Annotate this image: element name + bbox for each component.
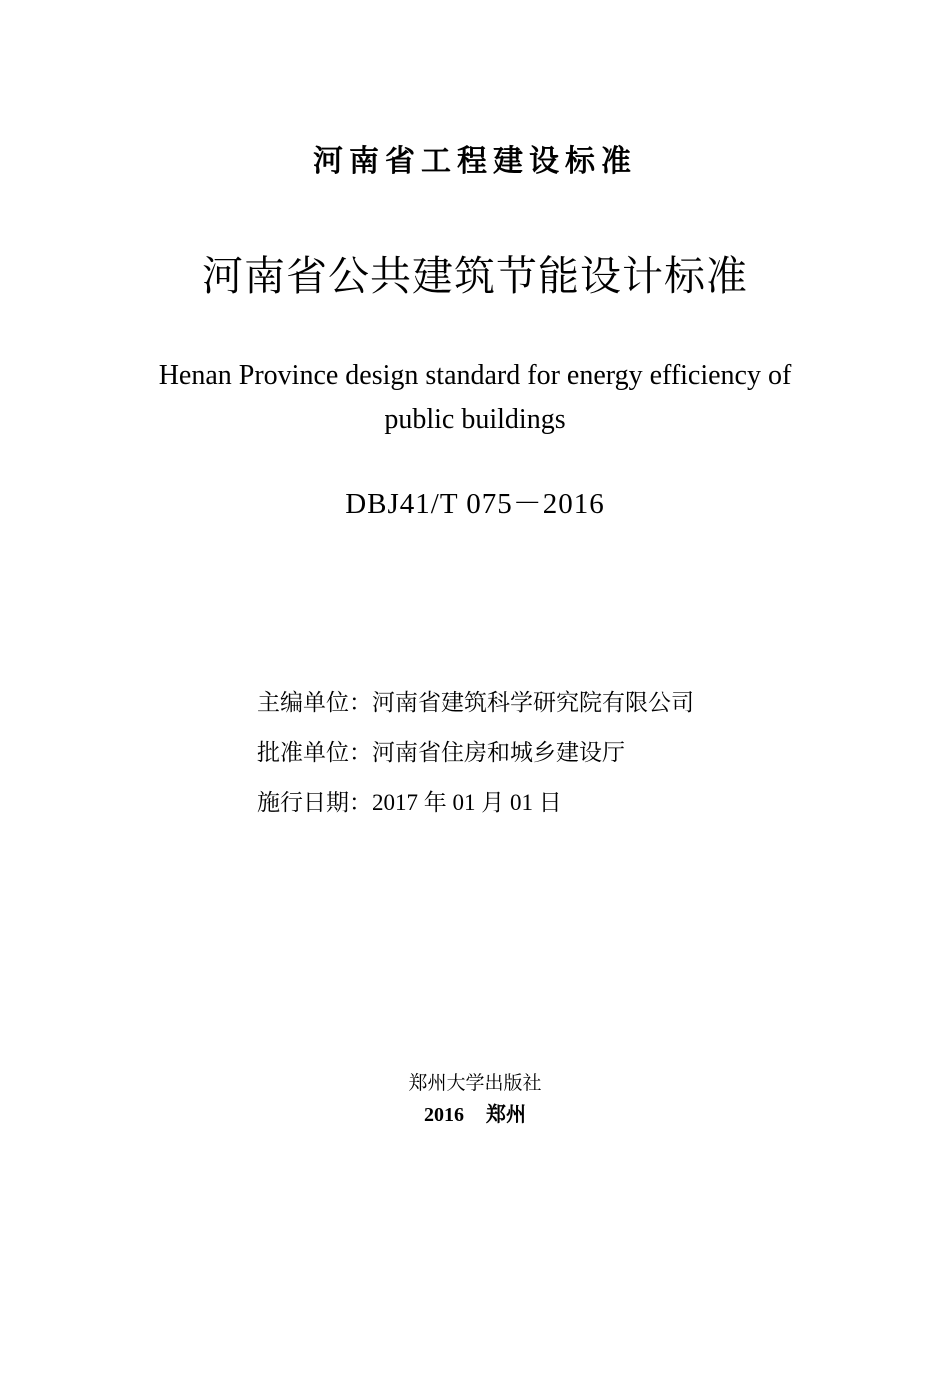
standard-code: DBJ41/T 075－2016 [345,488,605,520]
editor-value: 河南省建筑科学研究院有限公司 [372,690,694,715]
title-english-line-1: Henan Province design standard for energy efficiency of [158,360,792,391]
effective-date-label: 施行日期： [257,790,372,816]
publication-year: 2016 [424,1104,464,1126]
approver-label: 批准单位： [257,740,372,766]
title-english-line-2: public buildings [384,404,566,435]
publication-city: 郑州 [486,1104,526,1126]
issuance-info [257,678,897,828]
standard-series-heading: 河南省工程建设标准 [313,144,637,179]
effective-date-value: 2017 年 01 月 01 日 [372,790,562,815]
publisher-name: 郑州大学出版社 [408,1072,542,1094]
approver-value: 河南省住房和城乡建设厅 [372,740,625,765]
document-title-english [0,354,950,442]
effective-date-row [257,778,897,828]
editor-label: 主编单位： [257,690,372,716]
publication-year-city [0,1100,950,1130]
approver-row [257,728,897,778]
editor-row [257,678,897,728]
document-title-chinese: 河南省公共建筑节能设计标准 [202,252,748,300]
